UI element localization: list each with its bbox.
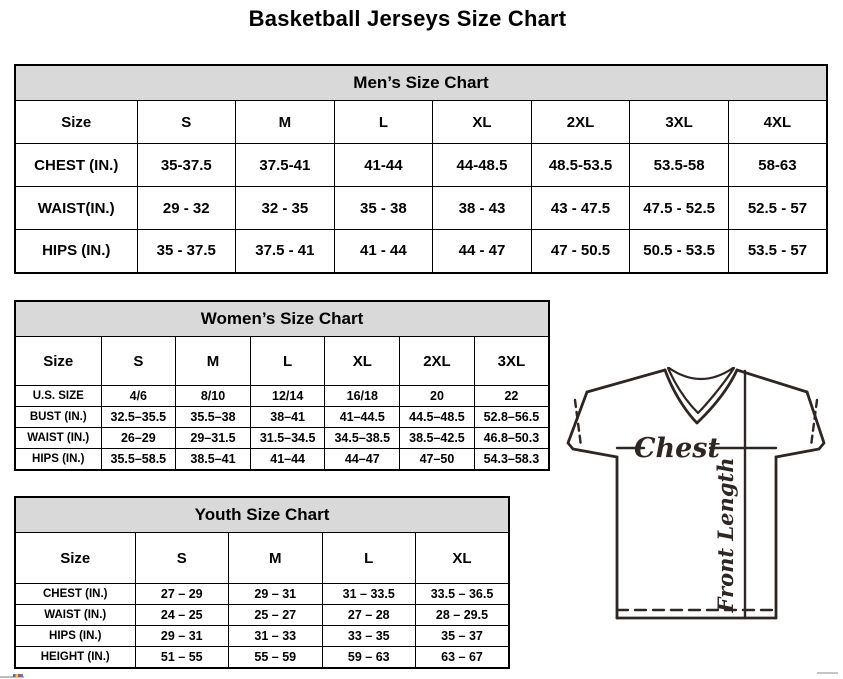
cell: 41 - 44 [334, 230, 433, 273]
cell: 38.5–41 [176, 449, 251, 470]
column-header: XL [416, 533, 510, 584]
cell: 55 – 59 [229, 647, 323, 668]
cell: 33 – 35 [322, 626, 416, 647]
column-header: 3XL [474, 337, 549, 386]
column-header: Size [15, 101, 137, 144]
cell: 48.5-53.5 [531, 144, 630, 187]
cell: 35.5–38 [176, 407, 251, 428]
row-label: BUST (IN.) [15, 407, 101, 428]
table-title: Women’s Size Chart [15, 301, 549, 337]
table-row [15, 187, 827, 230]
column-header: M [229, 533, 323, 584]
cell: 37.5-41 [236, 144, 335, 187]
jersey-diagram [558, 360, 840, 628]
cell: 37.5 - 41 [236, 230, 335, 273]
column-header: L [250, 337, 325, 386]
column-header: XL [325, 337, 400, 386]
cell: 27 – 28 [322, 605, 416, 626]
cell: 35-37.5 [137, 144, 236, 187]
column-header: S [137, 101, 236, 144]
cell: 34.5–38.5 [325, 428, 400, 449]
table-title: Men’s Size Chart [15, 65, 827, 101]
row-label: CHEST (IN.) [15, 584, 135, 605]
cell: 47–50 [400, 449, 475, 470]
column-header: L [322, 533, 416, 584]
row-label: HIPS (IN.) [15, 626, 135, 647]
table-title: Youth Size Chart [15, 497, 509, 533]
front-length-measure-label: Front Length [713, 457, 738, 613]
cell: 52.5 - 57 [728, 187, 827, 230]
cell: 8/10 [176, 386, 251, 407]
left-shoulder [587, 370, 665, 392]
cell: 63 – 67 [416, 647, 510, 668]
cell: 46.8–50.3 [474, 428, 549, 449]
cell: 44.5–48.5 [400, 407, 475, 428]
womens-size-table [14, 300, 550, 471]
right-shoulder [737, 370, 807, 392]
cell: 28 – 29.5 [416, 605, 510, 626]
table-row [15, 407, 549, 428]
cell: 29 – 31 [135, 626, 229, 647]
cell: 52.8–56.5 [474, 407, 549, 428]
cell: 41–44 [250, 449, 325, 470]
table-row [15, 605, 509, 626]
table-row [15, 584, 509, 605]
cell: 31.5–34.5 [250, 428, 325, 449]
row-label: HEIGHT (IN.) [15, 647, 135, 668]
cell: 44 - 47 [433, 230, 532, 273]
column-header: M [176, 337, 251, 386]
cell: 24 – 25 [135, 605, 229, 626]
cell: 50.5 - 53.5 [630, 230, 729, 273]
page-title: Basketball Jerseys Size Chart [248, 6, 567, 31]
cell: 41-44 [334, 144, 433, 187]
row-label: CHEST (IN.) [15, 144, 137, 187]
cell: 27 – 29 [135, 584, 229, 605]
table-row [15, 144, 827, 187]
mens-size-table [14, 64, 828, 274]
column-header: L [334, 101, 433, 144]
cell: 51 – 55 [135, 647, 229, 668]
cell: 29 - 32 [137, 187, 236, 230]
cell: 22 [474, 386, 549, 407]
cell: 38–41 [250, 407, 325, 428]
cell: 35.5–58.5 [101, 449, 176, 470]
row-label: HIPS (IN.) [15, 449, 101, 470]
cell: 26–29 [101, 428, 176, 449]
cell: 12/14 [250, 386, 325, 407]
cell: 35 - 37.5 [137, 230, 236, 273]
column-header: Size [15, 533, 135, 584]
table-row [15, 647, 509, 668]
cell: 44-48.5 [433, 144, 532, 187]
cell: 16/18 [325, 386, 400, 407]
youth-size-table [14, 496, 510, 669]
table-row [15, 386, 549, 407]
cell: 53.5-58 [630, 144, 729, 187]
chest-measure-label: Chest [634, 433, 720, 464]
cell: 38 - 43 [433, 187, 532, 230]
column-header: 2XL [531, 101, 630, 144]
cell: 4/6 [101, 386, 176, 407]
column-header: 4XL [728, 101, 827, 144]
collar-top-arc [669, 368, 733, 379]
cell: 31 – 33.5 [322, 584, 416, 605]
cell: 33.5 – 36.5 [416, 584, 510, 605]
cell: 31 – 33 [229, 626, 323, 647]
column-header: XL [433, 101, 532, 144]
cell: 54.3–58.3 [474, 449, 549, 470]
cell: 43 - 47.5 [531, 187, 630, 230]
scrollbar-fragment-right [817, 672, 838, 674]
cell: 32 - 35 [236, 187, 335, 230]
column-header: S [135, 533, 229, 584]
cell: 44–47 [325, 449, 400, 470]
cell: 53.5 - 57 [728, 230, 827, 273]
cell: 35 – 37 [416, 626, 510, 647]
column-header: S [101, 337, 176, 386]
cell: 35 - 38 [334, 187, 433, 230]
row-label: WAIST(IN.) [15, 187, 137, 230]
cell: 20 [400, 386, 475, 407]
cell: 38.5–42.5 [400, 428, 475, 449]
cell: 29–31.5 [176, 428, 251, 449]
column-header: 2XL [400, 337, 475, 386]
row-label: WAIST (IN.) [15, 605, 135, 626]
cell: 59 – 63 [322, 647, 416, 668]
row-label: U.S. SIZE [15, 386, 101, 407]
icon-fragment [13, 674, 23, 677]
cell: 25 – 27 [229, 605, 323, 626]
table-row [15, 428, 549, 449]
jersey-outline-drawing [558, 360, 840, 628]
table-row [15, 449, 549, 470]
column-header: M [236, 101, 335, 144]
row-label: WAIST (IN.) [15, 428, 101, 449]
table-row [15, 626, 509, 647]
cell: 58-63 [728, 144, 827, 187]
cell: 32.5–35.5 [101, 407, 176, 428]
cell: 41–44.5 [325, 407, 400, 428]
column-header: 3XL [630, 101, 729, 144]
cell: 47 - 50.5 [531, 230, 630, 273]
cell: 29 – 31 [229, 584, 323, 605]
table-row [15, 230, 827, 273]
row-label: HIPS (IN.) [15, 230, 137, 273]
column-header: Size [15, 337, 101, 386]
cell: 47.5 - 52.5 [630, 187, 729, 230]
